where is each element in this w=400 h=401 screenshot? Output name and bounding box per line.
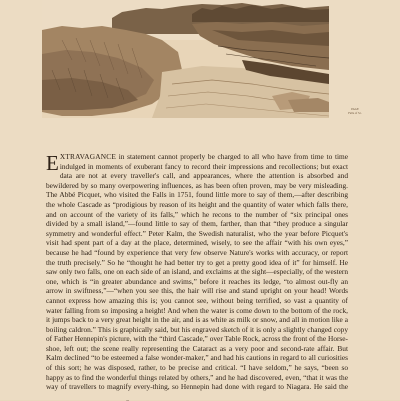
body-text: [46, 152, 348, 401]
cliff-etching-illustration: [42, 0, 329, 118]
plate-credit-line-1: PAGE: [351, 107, 359, 111]
etching-plate: [42, 0, 362, 118]
body-paragraph: EXTRAVAGANCE in statement cannot properly be charged to all who have from time to time indulged in moments of exuberant fancy to record their impressions and recollections; but exact data are not at every traveller's call, and appearances, where the attention is absorbed and bewildered by so many overpowering influences, as has been often proven, may be very misleading. The Abbé Picquet, who visited the Falls in 1751, found little more to say of them,—after describing the whole Cascade as “prodigious by reason of its height and the quantity of water which falls there, and on account of the variety of its falls,” which he recons to the number of “six principal ones divided by a small island,”—found little to say of them, farther, than that “they produce a singular symmetry and wonderful effect.” Peter Kalm, the Swedish naturalist, who the year before Picquet's visit had spent part of a day at the place, determined, wisely, to see the affair “with his own eyes,” because he had “found by experience that very few observe Nature's works with accuracy, or report the truth precisely.” So he “thought he had better try to get a pretty good idea of it” for himself. He saw only two falls, one on each side of an island, and exclaims at the sight—especially, of the western one, which is “in greater abundance and swims,” before it reaches its ledge, “to almost out-fly an arrow in swiftness,”—“when you see this, the hair will rise and stand upright on your head! Words cannot express how amazing this is; you cannot see, without being terrified, so vast a quantity of water falling from so imposing a height! And when the water is come down to the bottom of the rock, it jumps back to a very great height in the air, and is as white as milk or snow, and all in motion like a boiling caldron.” This is graphically said, but his engraved sketch of it is only a slightly changed copy of Father Hennepin's picture, with the “third Cascade,” over Table Rock, across the front of the Horse-shoe, left out; the scene really representing the Cataract as a very poor and second-rate affair. But Kalm declined “to be esteemed a false wonder-maker,” and had his cautions in regard to all curiosities of this sort; he was disposed, rather, to be precise and critical. “I have seldom,” he says, “been so happy as to find the wonderful things related by others,” and he had discovered, even, “that it was the way of travellers to magnify every-thing, so Hennepin had done with regard to Niagara. He said the: [46, 152, 348, 401]
plate-credit-line-2: Falls of Sc.: [348, 110, 362, 115]
paragraph-text: in statement cannot properly be charged to all who have from time to time indulged in moments of exuberant fancy to record their impressions and recollections; but exact data are not at every traveller's call, and appearances, where the attention is absorbed and bewildered by so many overpowering influences, as has been often proven, may be very misleading. The Abbé Picquet, who visited the Falls in 1751, found little more to say of them,—after describing the whole Cascade as “prodigious by reason of its height and the quantity of water which falls there, and on account of the variety of its falls,” which he recons to the number of “six principal ones divided by a small island,”—found little to say of them, farther, than that “they produce a singular symmetry and wonderful effect.” Peter Kalm, the Swedish naturalist, who the year before Picquet's visit had spent part of a day at the place, determined, wisely, to see the affair “with his own eyes,” because he had “found by experience that very few observe Nature's works with accuracy, or report the truth precisely.” So he “thought he had better try to get a pretty good idea of it” for himself. He saw only two falls, one on each side of an island, and exclaims at the sight—especially, of the western one, which is “in greater abundance and swims,” before it reaches its ledge, “to almost out-fly an arrow in swiftness,”—“when you see this, the hair will rise and stand upright on your head! Words cannot express how amazing this is; you cannot see, without being terrified, so vast a quantity of water falling from so imposing a height! And when the water is come down to the bottom of the rock, it jumps back to a very great height in the air, and is as white as milk or snow, and all in motion like a boiling caldron.” This is graphically said, but his engraved sketch of it is only a slightly changed copy of Father Hennepin's picture, with the “third Cascade,” over Table Rock, across the front of the Horse-shoe, left out; the scene really representing the Cataract as a very poor and second-rate affair. But Kalm declined “to be esteemed a false wonder-maker,” and had his cautions in regard to all curiosities of this sort; he was disposed, rather, to be precise and critical. “I have seldom,” he says, “been so happy as to find the wonderful things related by others,” and he had discovered, even, “that it was the way of travellers to magnify every-thing, so Hennepin had done with regard to Niagara. He said the: [46, 152, 348, 392]
plate-credit: [342, 108, 368, 115]
page-bottom-edge: [0, 392, 400, 400]
lead-word: XTRAVAGANCE: [59, 152, 117, 161]
